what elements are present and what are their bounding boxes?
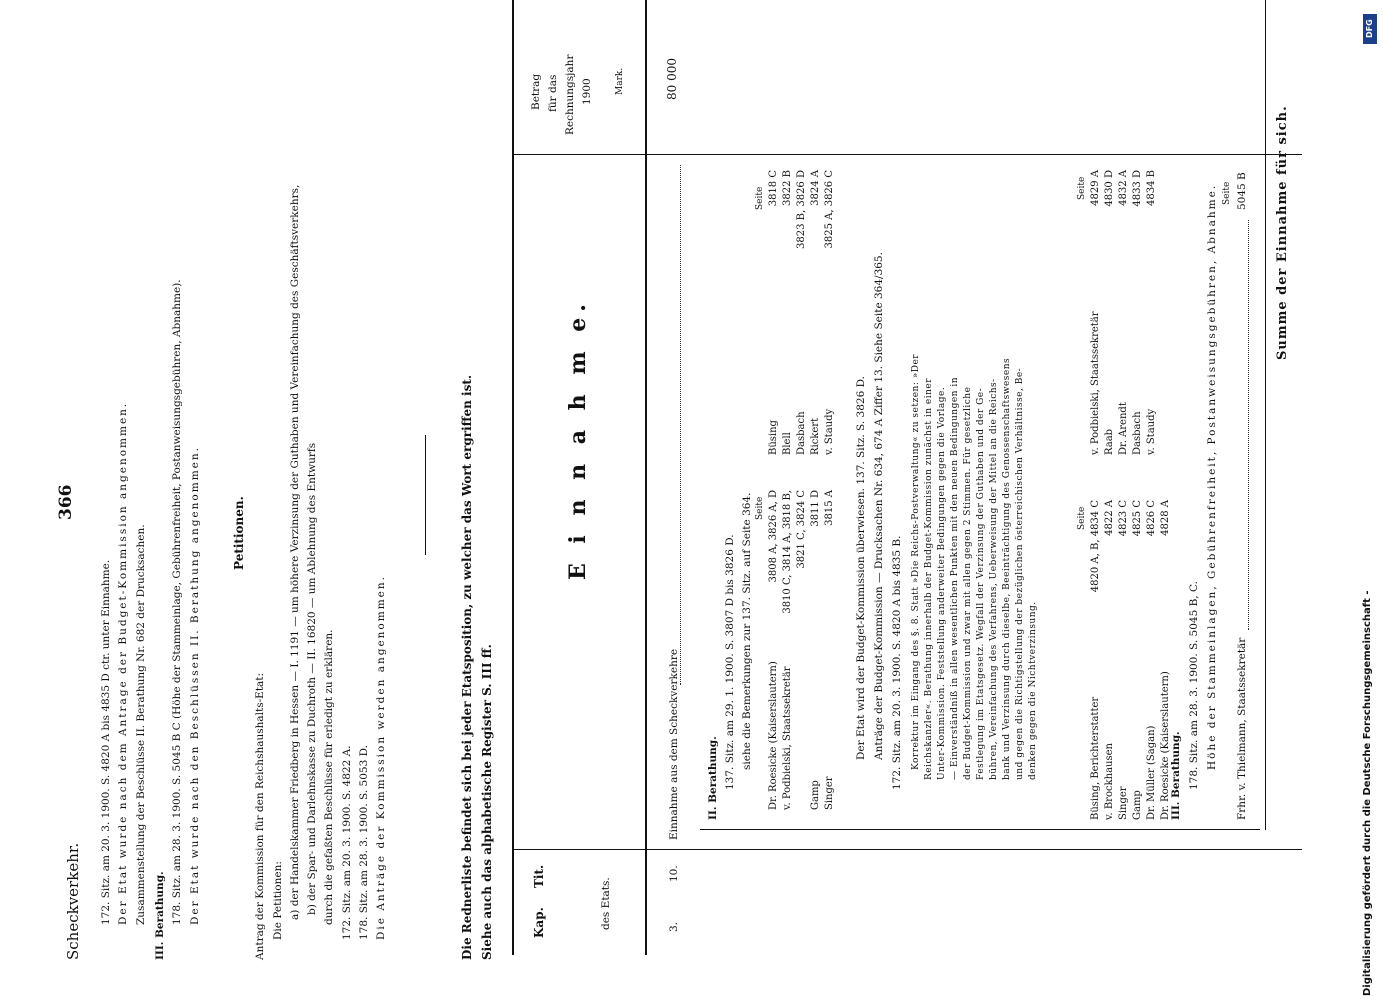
paragraph-line: und gegen die Richtigstellung der bezüglichen österreichischen Verhältnisse, Be- xyxy=(1015,367,1025,780)
seite-label-4: Seite xyxy=(1077,176,1087,200)
petition-line-2: Die Petitionen: xyxy=(272,861,284,940)
speaker-pages: 4833 D xyxy=(1132,170,1143,207)
speaker-row xyxy=(1132,170,1143,455)
paragraph-line: Reichskanzler«. Berathung innerhalb der Budget-Kommission zunächst in einer xyxy=(924,377,934,780)
kap-value: 3. xyxy=(668,921,680,932)
petition-line-5: durch die gefaßten Beschlüsse für erledigt zu erklären. xyxy=(323,629,335,925)
body-line-s1: 137. Sitz. am 29. 1. 1900. S. 3807 D bis 3826 D. xyxy=(724,534,736,790)
tit-value: 10. xyxy=(668,865,680,882)
speaker-row xyxy=(1132,500,1143,820)
body-line-s4: Anträge der Budget-Kommission — Drucksachen Nr. 634, 674 A Ziffer 13. Siehe Seite 364/365. xyxy=(873,252,885,760)
speaker-pages: 4829 A xyxy=(1090,170,1101,206)
col-kap-header: Kap. xyxy=(532,907,546,938)
paragraph-line: denken gegen die Nichtverzinsung. xyxy=(1028,601,1038,780)
speaker-pages: 3815 A xyxy=(824,490,835,526)
col-betrag-line-2: für das xyxy=(547,74,559,112)
speaker-row xyxy=(1118,170,1129,455)
col-betrag-line-1: Betrag xyxy=(530,73,542,110)
paragraph-line: Korrektur im Eingang des §. 8. Statt »Die Reichs-Postverwaltung« zu setzen: »Der xyxy=(911,353,921,770)
paragraph-line: Festlegung im Etatsgesetz. Wegfall der Verzinsung der Guthaben und der Ge- xyxy=(976,387,986,780)
seite-label-1: Seite xyxy=(755,496,765,520)
speaker-pages: 4822 A xyxy=(1104,500,1115,536)
speaker-name: v. Staudy xyxy=(824,408,835,455)
col-tit-header: Tit. xyxy=(532,864,546,888)
paragraph-line: bank und Verzinsung durch dieselbe, Beeinträchtigung des Genossenschaftswesens xyxy=(1002,357,1012,780)
table-header-rule xyxy=(645,0,647,955)
petition-line-7: 178. Sitz. am 28. 3. 1900. S. 5053 D. xyxy=(358,745,370,940)
speaker-pages: 4826 C xyxy=(1146,500,1157,537)
speaker-name: Dasbach xyxy=(1132,411,1143,455)
speaker-name: v. Podbielski, Staatssekretär xyxy=(1090,311,1101,455)
paragraph-line: bühren, Vereinfachung des Verfahrens, Ueberweisung der Mittel an die Reichs- xyxy=(989,378,999,780)
speaker-pages: 3811 D xyxy=(810,490,821,527)
speaker-name: Singer xyxy=(1118,786,1129,820)
speaker-row xyxy=(810,170,821,455)
speaker-name: Dr. Roesicke (Kaiserslautern) xyxy=(1160,671,1171,820)
paragraph-line: der Budget-Kommission und zwar mit allen gegen 2 Stimmen. Für gesetzliche xyxy=(963,386,973,780)
col-betrag-line-4: 1900 xyxy=(581,78,593,105)
speaker-pages: 3810 C, 3814 A, 3818 B, xyxy=(782,490,793,614)
speaker-row xyxy=(810,490,821,810)
upper-line-2: Der Etat wurde nach dem Antrage der Budget-Kommission angenommen. xyxy=(117,401,129,925)
speaker-name: Dr. Roesicke (Kaiserslautern) xyxy=(768,661,779,810)
speaker-row xyxy=(1146,500,1157,820)
speaker-pages: 3824 A xyxy=(810,170,821,206)
note-line-1: Die Rednerliste befindet sich bei jeder Etatsposition, zu welcher das Wort ergriffen ist. xyxy=(460,374,474,960)
speaker-pages: 3822 B xyxy=(782,170,793,206)
row-leader-dots xyxy=(680,165,681,685)
row-label: Einnahme aus dem Scheckverkehre xyxy=(668,648,680,840)
petition-line-3: a) der Handelskammer Friedberg in Hessen — I. 1191 — um höhere Verzinsung der Guthaben und Vereinfachung des Geschäftsverkehrs, xyxy=(289,184,301,920)
body-line-s7: Höhe der Stammeinlagen, Gebührenfreiheit, Postanweisungsgebühren, Abnahme. xyxy=(1206,183,1218,770)
petition-line-4: b) der Spar- und Darlehnskasse zu Duchroth — II. 16820 — um Ablehnung des Entwurfs xyxy=(306,442,318,915)
dfg-logo: DFG xyxy=(1363,14,1377,44)
digitization-credit-text: Digitalisierung gefördert durch die Deutsche Forschungsgemeinschaft - xyxy=(1362,590,1373,996)
speaker-name: Dr. Arendt xyxy=(1118,402,1129,455)
speaker-name: Gamp xyxy=(810,780,821,810)
petitionen-heading: Petitionen. xyxy=(232,496,246,570)
speaker-row xyxy=(1118,500,1129,820)
speaker-pages: 3808 A, 3826 A, D xyxy=(768,490,779,583)
seite-label-3: Seite xyxy=(1077,506,1087,530)
seite-label-5: Seite xyxy=(1222,181,1232,205)
inner-box-left xyxy=(700,829,1260,830)
speaker-row xyxy=(1090,500,1101,820)
speaker-row xyxy=(768,170,779,455)
speaker-row xyxy=(824,170,835,455)
table-right-col-rule xyxy=(512,154,1302,155)
digitization-credit xyxy=(1360,8,1380,996)
speaker-pages: 4823 C xyxy=(1118,500,1129,537)
upper-line-5: Der Etat wurde nach den Beschlüssen II. Berathung angenommen. xyxy=(189,446,201,925)
speaker-pages: 3825 A, 3826 C xyxy=(824,170,835,249)
table-top-rule xyxy=(512,0,514,955)
speaker-row xyxy=(782,490,793,810)
speaker-pages: 3818 C xyxy=(768,170,779,207)
speaker-name: Dr. Müller (Sagan) xyxy=(1146,725,1157,820)
speaker-pages: 4820 A, B, 4834 C xyxy=(1090,500,1101,593)
speaker-pages: 3823 B, 3826 D xyxy=(796,170,807,249)
petition-line-8: Die Anträge der Kommission werden angenommen. xyxy=(375,575,387,940)
upper-line-4: 178. Sitz. am 28. 3. 1900. S. 5045 B C (Höhe der Stammeinlage, Gebührenfreiheit, Postanweisungsgebühren, Abnahme). xyxy=(171,279,183,925)
body-line-s5: 172. Sitz. am 20. 3. 1900. S. 4820 A bis 4835 B. xyxy=(891,535,903,790)
speaker-pages: 4825 C xyxy=(1132,500,1143,537)
speaker-row xyxy=(1104,170,1115,455)
speaker-name: Gamp xyxy=(1132,790,1143,820)
paragraph-line: — Einverständniß in allen wesentlichen Punkten mit den neuen Bedingungen in xyxy=(950,376,960,780)
speaker-name: Dasbach xyxy=(796,411,807,455)
note-line-2: Siehe auch das alphabetische Register S. III ff. xyxy=(480,644,494,960)
petition-line-6: 172. Sitz. am 20. 3. 1900. S. 4822 A. xyxy=(341,745,353,940)
seite-label-2: Seite xyxy=(755,186,765,210)
speaker-row xyxy=(768,490,779,810)
table-left-col-rule xyxy=(512,849,1302,850)
speaker-row xyxy=(1104,500,1115,820)
section-title: E i n n a h m e. xyxy=(565,298,591,580)
body-line-s8-pages: 5045 B xyxy=(1236,172,1248,210)
speaker-name: Büsing, Berichterstatter xyxy=(1090,696,1101,820)
speaker-pages: 4830 D xyxy=(1104,170,1115,207)
inner-box-bottom xyxy=(1265,155,1266,830)
speaker-row xyxy=(796,170,807,455)
speaker-pages: 4828 A xyxy=(1160,500,1171,536)
speaker-pages: 4832 A xyxy=(1118,170,1129,206)
upper-line-3: Zusammenstellung der Beschlüsse II. Berathung Nr. 682 der Drucksachen. xyxy=(135,524,147,925)
speaker-row xyxy=(782,170,793,455)
sum-label: Summe der Einnahme für sich. xyxy=(1275,105,1290,360)
speaker-row xyxy=(796,490,807,810)
row-amount: 80 000 xyxy=(665,58,679,100)
body-line-s2: siehe die Bemerkungen zur 137. Sitz. auf Seite 364. xyxy=(741,492,753,770)
s8-leader-dots xyxy=(1248,220,1249,630)
col-des-etats-header: des Etats. xyxy=(600,877,612,930)
ii-heading: II. Berathung. xyxy=(707,736,719,820)
speaker-name: Rickert xyxy=(810,417,821,455)
speaker-name: Blell xyxy=(782,432,793,455)
short-rule xyxy=(425,435,426,555)
speaker-name: Raab xyxy=(1104,428,1115,455)
body-line-s6: 178. Sitz. am 28. 3. 1900. S. 5045 B, C. xyxy=(1188,581,1200,790)
sum-rule xyxy=(1265,0,1266,155)
upper-line-1: 172. Sitz. am 20. 3. 1900. S. 4820 A bis 4835 D ctr. unter Einnahme. xyxy=(100,559,112,925)
iii-heading-body: III. Berathung. xyxy=(1170,731,1182,820)
speaker-name: v. Staudy xyxy=(1146,408,1157,455)
speaker-pages: 4834 B xyxy=(1146,170,1157,206)
speaker-pages: 3821 C, 3824 C xyxy=(796,490,807,569)
speaker-row xyxy=(824,490,835,810)
body-line-s8-name: Frhr. v. Thielmann, Staatssekretär xyxy=(1236,637,1248,820)
iii-heading-upper: III. Berathung. xyxy=(154,871,166,960)
speaker-name: Büsing xyxy=(768,420,779,455)
speaker-name: v. Podbielski, Staatssekretär xyxy=(782,666,793,810)
col-betrag-line-3: Rechnungsjahr xyxy=(564,54,576,135)
petition-line-1: Antrag der Kommission für den Reichshaushalts-Etat: xyxy=(254,672,266,960)
col-mark-header: Mark. xyxy=(615,67,625,95)
running-title: Scheckverkehr. xyxy=(64,842,82,960)
speaker-row xyxy=(1146,170,1157,455)
speaker-name: Singer xyxy=(824,776,835,810)
speaker-row xyxy=(1090,170,1101,455)
page-number: 366 xyxy=(56,484,76,520)
body-line-s3: Der Etat wird der Budget-Kommission überwiesen. 137. Sitz. S. 3826 D. xyxy=(855,376,867,760)
paragraph-line: Unter-Kommission. Feststellung anderweiter Bedingungen gegen die Vorlage. xyxy=(937,386,947,780)
speaker-name: v. Brockhausen xyxy=(1104,743,1115,820)
